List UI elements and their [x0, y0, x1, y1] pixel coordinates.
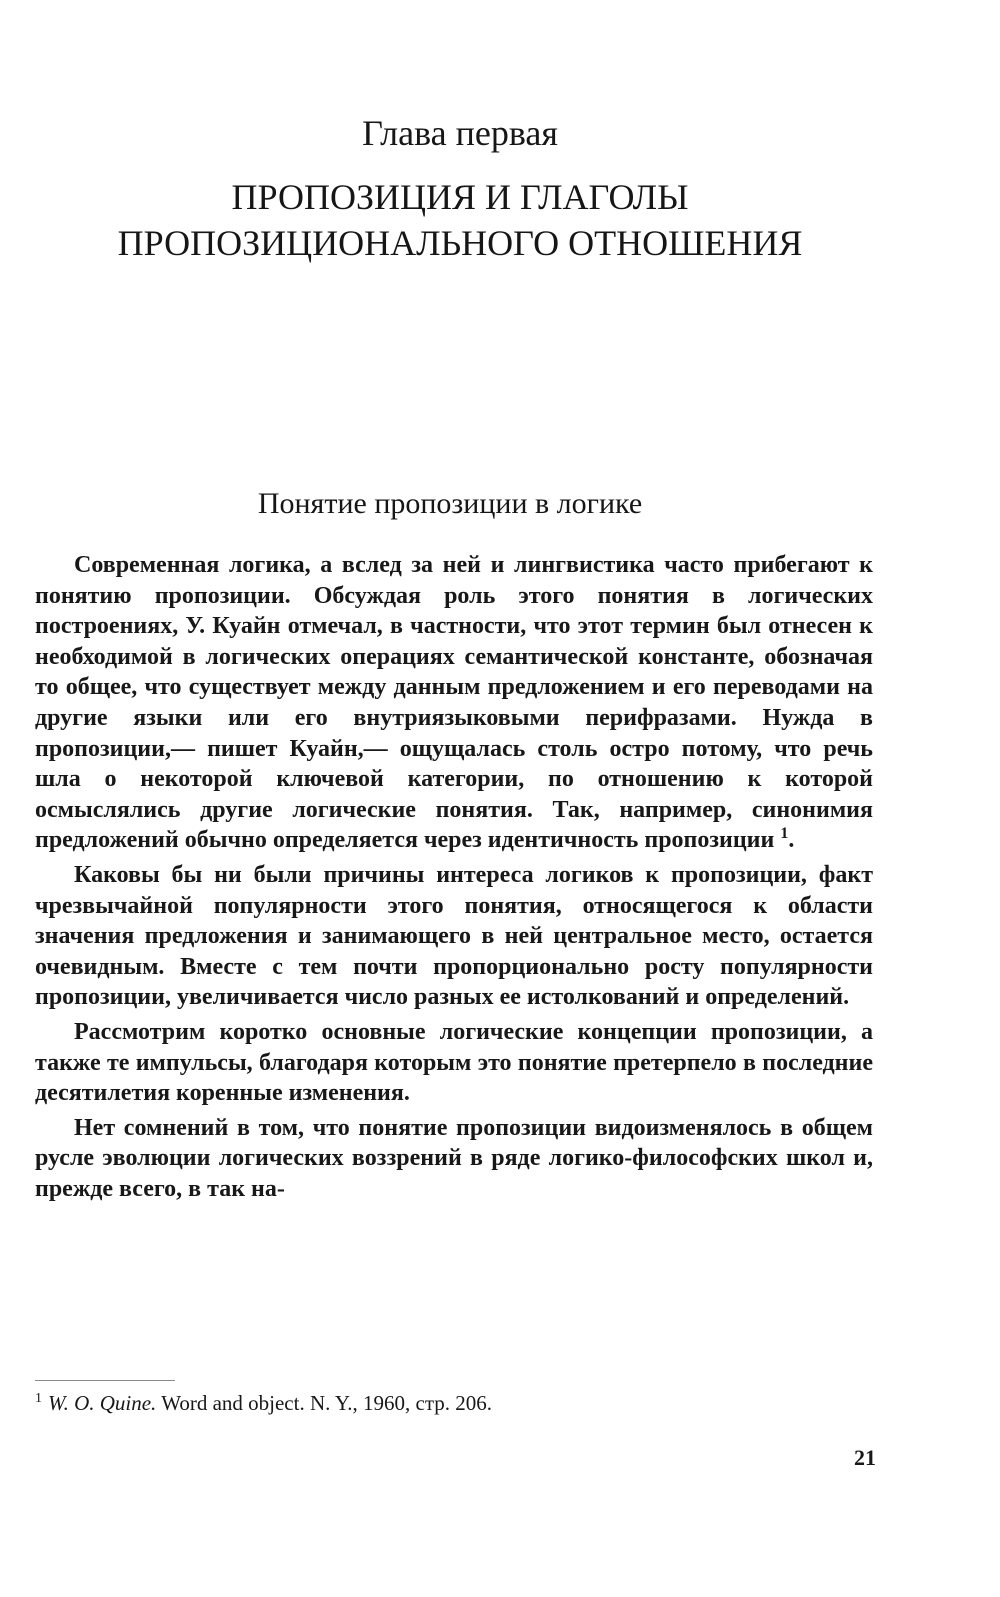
paragraph-1: [35, 550, 873, 856]
chapter-title-line-2: ПРОПОЗИЦИОНАЛЬНОГО ОТНОШЕНИЯ: [117, 223, 803, 263]
paragraph-2: Каковы бы ни были причины интереса логиков к пропозиции, факт чрезвычайной популярности этого понятия, относящегося к области значения предложения и занимающего в ней центральное место, остается очевидным. Вместе с тем почти пропорционально росту популярности пропозиции, увеличивается число разных ее истолкований и определений.: [35, 861, 873, 1011]
body-text: [35, 550, 873, 1204]
footnote: [35, 1388, 875, 1418]
footnote-author: W. O. Quine.: [48, 1391, 157, 1415]
chapter-label: Глава первая: [362, 113, 558, 153]
chapter-title-line-1: ПРОПОЗИЦИЯ И ГЛАГОЛЫ: [231, 177, 689, 217]
footnote-mark: 1: [35, 1391, 42, 1406]
page-number: 21: [854, 1445, 876, 1470]
paragraph-4: Нет сомнений в том, что понятие пропозиции видоизменялось в общем русле эволюции логических воззрений в ряде логико-философских школ и, прежде всего, в так на-: [35, 1114, 873, 1202]
paragraph-1-end: .: [788, 827, 795, 854]
footnote-divider: [35, 1380, 175, 1381]
paragraph-1-text: Современная логика, а вслед за ней и лингвистика часто прибегают к понятию пропозиции. Обсуждая роль этого понятия в логических построениях, У. Куайн отмечал, в частности, что этот термин был отнесен к необходимой в логических операциях семантической константе, обозначая то общее, что существует между данным предложением и его переводами на другие языки или его внутриязыковыми перифразами. Нужда в пропозиции,— пишет Куайн,— ощущалась столь остро потому, что речь шла о некоторой ключевой категории, по отношению к которой осмыслялись другие логические понятия. Так, например, синонимия предложений обычно определяется через идентичность пропозиции: [35, 552, 873, 854]
footnote-citation: Word and object. N. Y., 1960, стр. 206.: [161, 1391, 493, 1415]
paragraph-3: Рассмотрим коротко основные логические концепции пропозиции, а также те импульсы, благодаря которым это понятие претерпело в последние десятилетия коренные изменения.: [35, 1018, 873, 1107]
footnote-reference: 1: [780, 825, 789, 843]
section-title: Понятие пропозиции в логике: [257, 487, 643, 520]
chapter-title: [60, 174, 860, 266]
